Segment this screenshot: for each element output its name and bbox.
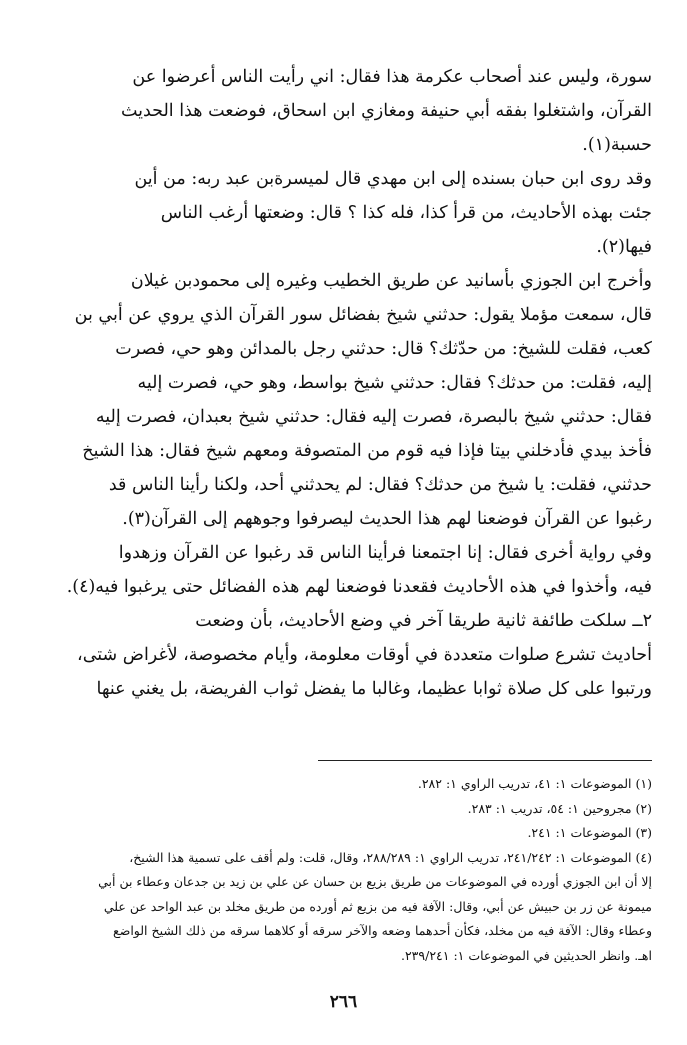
footnote: وعطاء وقال: الآفة فيه من مخلد، فكأن أحدهما وضعه والآخر سرقه أو كلاهما سرقه من ذلك الشيخ الواضع bbox=[113, 923, 652, 938]
text-line: سورة، وليس عند أصحاب عكرمة هذا فقال: اني رأيت الناس أعرضوا عن bbox=[132, 67, 652, 87]
footnote: (٣) الموضوعات ١: ٢٤١. bbox=[527, 825, 652, 840]
text-line: حسبة(١). bbox=[582, 135, 652, 155]
text-line: فأخذ بيدي فأدخلني بيتا فإذا فيه قوم من المتصوفة ومعهم شيخ فقال: هذا الشيخ bbox=[82, 441, 652, 461]
footnote: (١) الموضوعات ١: ٤١، تدريب الراوي ١: ٢٨٢. bbox=[417, 776, 652, 791]
text-line: فيها(٢). bbox=[596, 237, 652, 257]
text-line: فيه، وأخذوا في هذه الأحاديث فقعدنا فوضعنا لهم هذه الفضائل حتى يرغبوا فيه(٤). bbox=[66, 577, 652, 597]
text-line: فقال: حدثني شيخ بالبصرة، فصرت إليه فقال: حدثني شيخ بعبدان، فصرت إليه bbox=[95, 407, 652, 427]
main-text bbox=[36, 60, 652, 706]
footnote: (٤) الموضوعات ١: ٢٤١/٢٤٢، تدريب الراوي ١: ٢٨٨/٢٨٩، وقال، قلت: ولم أقف على تسمية هذا الشيخ، bbox=[129, 849, 652, 865]
footnote: ميمونة عن زر بن حبيش عن أبي، وقال: الآفة فيه من بزيع ثم أورده من طريق مخلد بن عبد الواحد عن علي bbox=[103, 898, 652, 914]
page-number: ٢٦٦ bbox=[329, 992, 358, 1012]
text-line: قال، سمعت مؤملا يقول: حدثني شيخ بفضائل سور القرآن الذي يروي عن أبي بن bbox=[74, 305, 652, 325]
text-line: أحاديث تشرع صلوات متعددة في أوقات معلومة، وأيام مخصوصة، لأغراض شتى، bbox=[77, 645, 652, 665]
footnote: إلا أن ابن الجوزي أورده في الموضوعات من طريق بزيع بن حسان عن علي بن زيد بن جدعان وعطاء بن أبي bbox=[98, 874, 652, 889]
text-line: وأخرج ابن الجوزي بأسانيد عن طريق الخطيب وغيره إلى محمودبن غيلان bbox=[130, 271, 652, 291]
footnote: (٢) مجروحين ١: ٥٤، تدريب ١: ٢٨٣. bbox=[467, 800, 652, 816]
text-line: كعب، فقلت للشيخ: من حدّثك؟ قال: حدثني رجل بالمدائن وهو حي، فصرت bbox=[115, 339, 652, 359]
text-line: ورتبوا على كل صلاة ثوابا عظيما، وغالبا ما يفضل ثواب الفريضة، بل يغني عنها bbox=[96, 679, 652, 699]
text-line: القرآن، واشتغلوا بفقه أبي حنيفة ومغازي ابن اسحاق، فوضعت هذا الحديث bbox=[120, 101, 652, 121]
text-line: رغبوا عن القرآن فوضعنا لهم هذا الحديث ليصرفوا وجوههم إلى القرآن(٣). bbox=[122, 509, 652, 529]
footnote-divider bbox=[318, 760, 652, 761]
footnote: اهـ. وانظر الحديثين في الموضوعات ١: ٢٣٩/٢٤١. bbox=[400, 947, 652, 963]
footnotes bbox=[36, 772, 652, 968]
text-line: وفي رواية أخرى فقال: إنا اجتمعنا فرأينا الناس قد رغبوا عن القرآن وزهدوا bbox=[118, 543, 652, 563]
text-line: وقد روى ابن حبان بسنده إلى ابن مهدي قال لميسرةبن عبد ربه: من أين bbox=[134, 169, 652, 189]
text-line: جئت بهذه الأحاديث، من قرأ كذا، فله كذا ؟ قال: وضعتها أرغب الناس bbox=[160, 203, 652, 223]
text-line: حدثني، فقلت: يا شيخ من حدثك؟ فقال: لم يحدثني أحد، ولكنا رأينا الناس قد bbox=[108, 475, 652, 495]
text-line: إليه، فقلت: من حدثك؟ فقال: حدثني شيخ بواسط، وهو حي، فصرت إليه bbox=[137, 373, 652, 393]
text-line: ٢ــ سلكت طائفة ثانية طريقا آخر في وضع الأحاديث، بأن وضعت bbox=[195, 611, 652, 631]
